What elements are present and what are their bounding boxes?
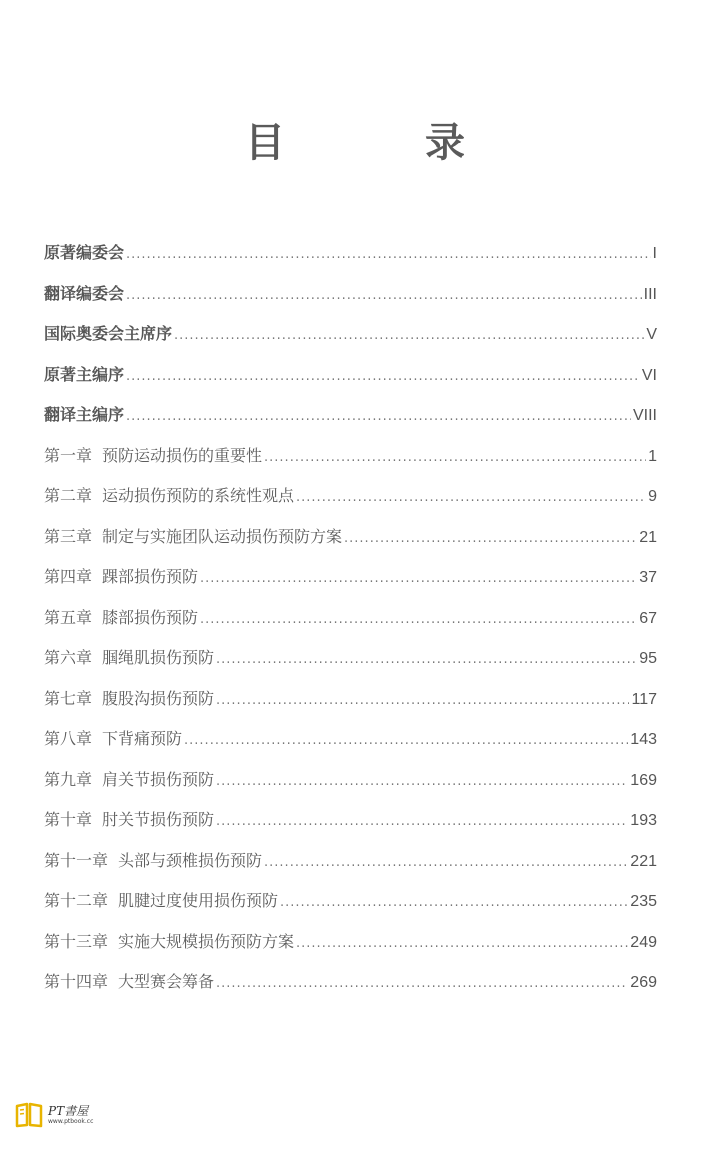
toc-chapter-number: 第四章 xyxy=(44,567,93,586)
toc-page-number: 37 xyxy=(639,569,657,586)
toc-dot-leader xyxy=(174,322,644,350)
toc-entry-title: 预防运动损伤的重要性 xyxy=(102,445,263,465)
toc-chapter-number: 第七章 xyxy=(44,688,93,708)
toc-page-number: 67 xyxy=(639,609,657,627)
logo-url: www.ptbook.cc xyxy=(48,1118,94,1125)
toc-chapter-number: 第二章 xyxy=(44,486,93,505)
toc-entry-title: 膝部损伤预防 xyxy=(102,607,199,627)
toc-page-number: 269 xyxy=(630,974,657,991)
toc-page-number: 221 xyxy=(630,852,657,870)
toc-dot-leader xyxy=(296,930,628,958)
toc-entry[interactable] xyxy=(44,361,657,402)
toc-dot-leader xyxy=(216,687,629,715)
toc-dot-leader xyxy=(126,282,642,310)
toc-entry-title: 肌腱过度使用损伤预防 xyxy=(118,891,279,910)
toc-entry[interactable] xyxy=(44,280,657,321)
toc-dot-leader xyxy=(216,970,628,998)
site-logo xyxy=(14,1100,93,1130)
toc-entry[interactable] xyxy=(44,685,657,726)
toc-page-number: 235 xyxy=(630,893,657,910)
table-of-contents xyxy=(44,239,657,1009)
toc-entry-title: 头部与颈椎损伤预防 xyxy=(118,850,263,870)
toc-entry[interactable] xyxy=(44,563,657,604)
toc-chapter-number: 第八章 xyxy=(44,729,93,748)
toc-dot-leader xyxy=(216,808,628,836)
toc-entry[interactable] xyxy=(44,320,657,361)
toc-entry[interactable] xyxy=(44,401,657,442)
toc-dot-leader xyxy=(280,889,628,917)
toc-entry-title: 下背痛预防 xyxy=(102,729,183,748)
toc-chapter-number: 第九章 xyxy=(44,769,93,789)
toc-entry[interactable] xyxy=(44,766,657,807)
toc-dot-leader xyxy=(126,403,631,431)
toc-chapter-number: 第十一章 xyxy=(44,850,109,870)
book-logo-icon xyxy=(14,1102,44,1128)
toc-page-number: V xyxy=(646,326,657,343)
toc-entry[interactable] xyxy=(44,604,657,645)
toc-entry[interactable] xyxy=(44,482,657,523)
toc-page-number: 9 xyxy=(648,488,657,505)
toc-dot-leader xyxy=(126,363,640,391)
toc-chapter-number: 第十三章 xyxy=(44,931,109,951)
toc-dot-leader xyxy=(216,646,637,674)
toc-entry-title: 踝部损伤预防 xyxy=(102,567,199,586)
toc-page-number: III xyxy=(643,285,657,303)
toc-entry-title: 翻译主编序 xyxy=(44,405,125,424)
toc-entry-title: 制定与实施团队运动损伤预防方案 xyxy=(102,526,343,546)
toc-entry[interactable] xyxy=(44,928,657,969)
toc-dot-leader xyxy=(200,565,637,593)
toc-page-number: 193 xyxy=(630,812,657,829)
toc-dot-leader xyxy=(184,727,628,755)
toc-page-number: I xyxy=(652,245,657,262)
toc-entry-title: 原著编委会 xyxy=(44,243,125,262)
toc-page-number: 117 xyxy=(631,690,657,708)
page-title: 目 录 xyxy=(245,120,515,166)
toc-chapter-number: 第十四章 xyxy=(44,972,109,991)
toc-page-number: 1 xyxy=(648,447,657,465)
toc-entry[interactable] xyxy=(44,644,657,685)
toc-entry-title: 肩关节损伤预防 xyxy=(102,769,215,789)
toc-entry-title: 大型赛会筹备 xyxy=(118,972,215,991)
toc-entry-title: 实施大规模损伤预防方案 xyxy=(118,931,295,951)
toc-entry[interactable] xyxy=(44,968,657,1009)
toc-entry[interactable] xyxy=(44,442,657,483)
toc-entry-title: 腹股沟损伤预防 xyxy=(102,688,215,708)
toc-entry[interactable] xyxy=(44,847,657,888)
toc-entry-title: 翻译编委会 xyxy=(44,283,125,303)
toc-entry-title: 国际奥委会主席序 xyxy=(44,324,173,343)
toc-dot-leader xyxy=(344,525,637,553)
toc-entry[interactable] xyxy=(44,239,657,280)
toc-page-number: 21 xyxy=(639,528,657,546)
toc-page-number: VIII xyxy=(632,407,657,424)
toc-entry-title: 运动损伤预防的系统性观点 xyxy=(102,486,295,505)
toc-chapter-number: 第三章 xyxy=(44,526,93,546)
toc-entry[interactable] xyxy=(44,887,657,928)
toc-page-number: 249 xyxy=(630,933,657,951)
toc-page-number: 169 xyxy=(630,771,657,789)
toc-chapter-number: 第一章 xyxy=(44,445,93,465)
toc-dot-leader xyxy=(264,849,628,877)
toc-chapter-number: 第五章 xyxy=(44,607,93,627)
toc-page-number: VI xyxy=(641,366,657,384)
toc-entry[interactable] xyxy=(44,725,657,766)
logo-name: PT書屋 xyxy=(48,1104,89,1118)
toc-chapter-number: 第六章 xyxy=(44,648,93,667)
toc-dot-leader xyxy=(200,606,637,634)
toc-entry-title: 肘关节损伤预防 xyxy=(102,810,215,829)
toc-chapter-number: 第十章 xyxy=(44,810,93,829)
toc-dot-leader xyxy=(216,768,628,796)
toc-entry-title: 腘绳肌损伤预防 xyxy=(102,648,215,667)
toc-entry-title: 原著主编序 xyxy=(44,364,125,384)
toc-chapter-number: 第十二章 xyxy=(44,891,109,910)
toc-page-number: 95 xyxy=(639,650,657,667)
toc-entry[interactable] xyxy=(44,806,657,847)
toc-dot-leader xyxy=(264,444,646,472)
toc-dot-leader xyxy=(126,241,651,269)
toc-entry[interactable] xyxy=(44,523,657,564)
toc-page-number: 143 xyxy=(630,731,657,748)
toc-dot-leader xyxy=(296,484,646,512)
